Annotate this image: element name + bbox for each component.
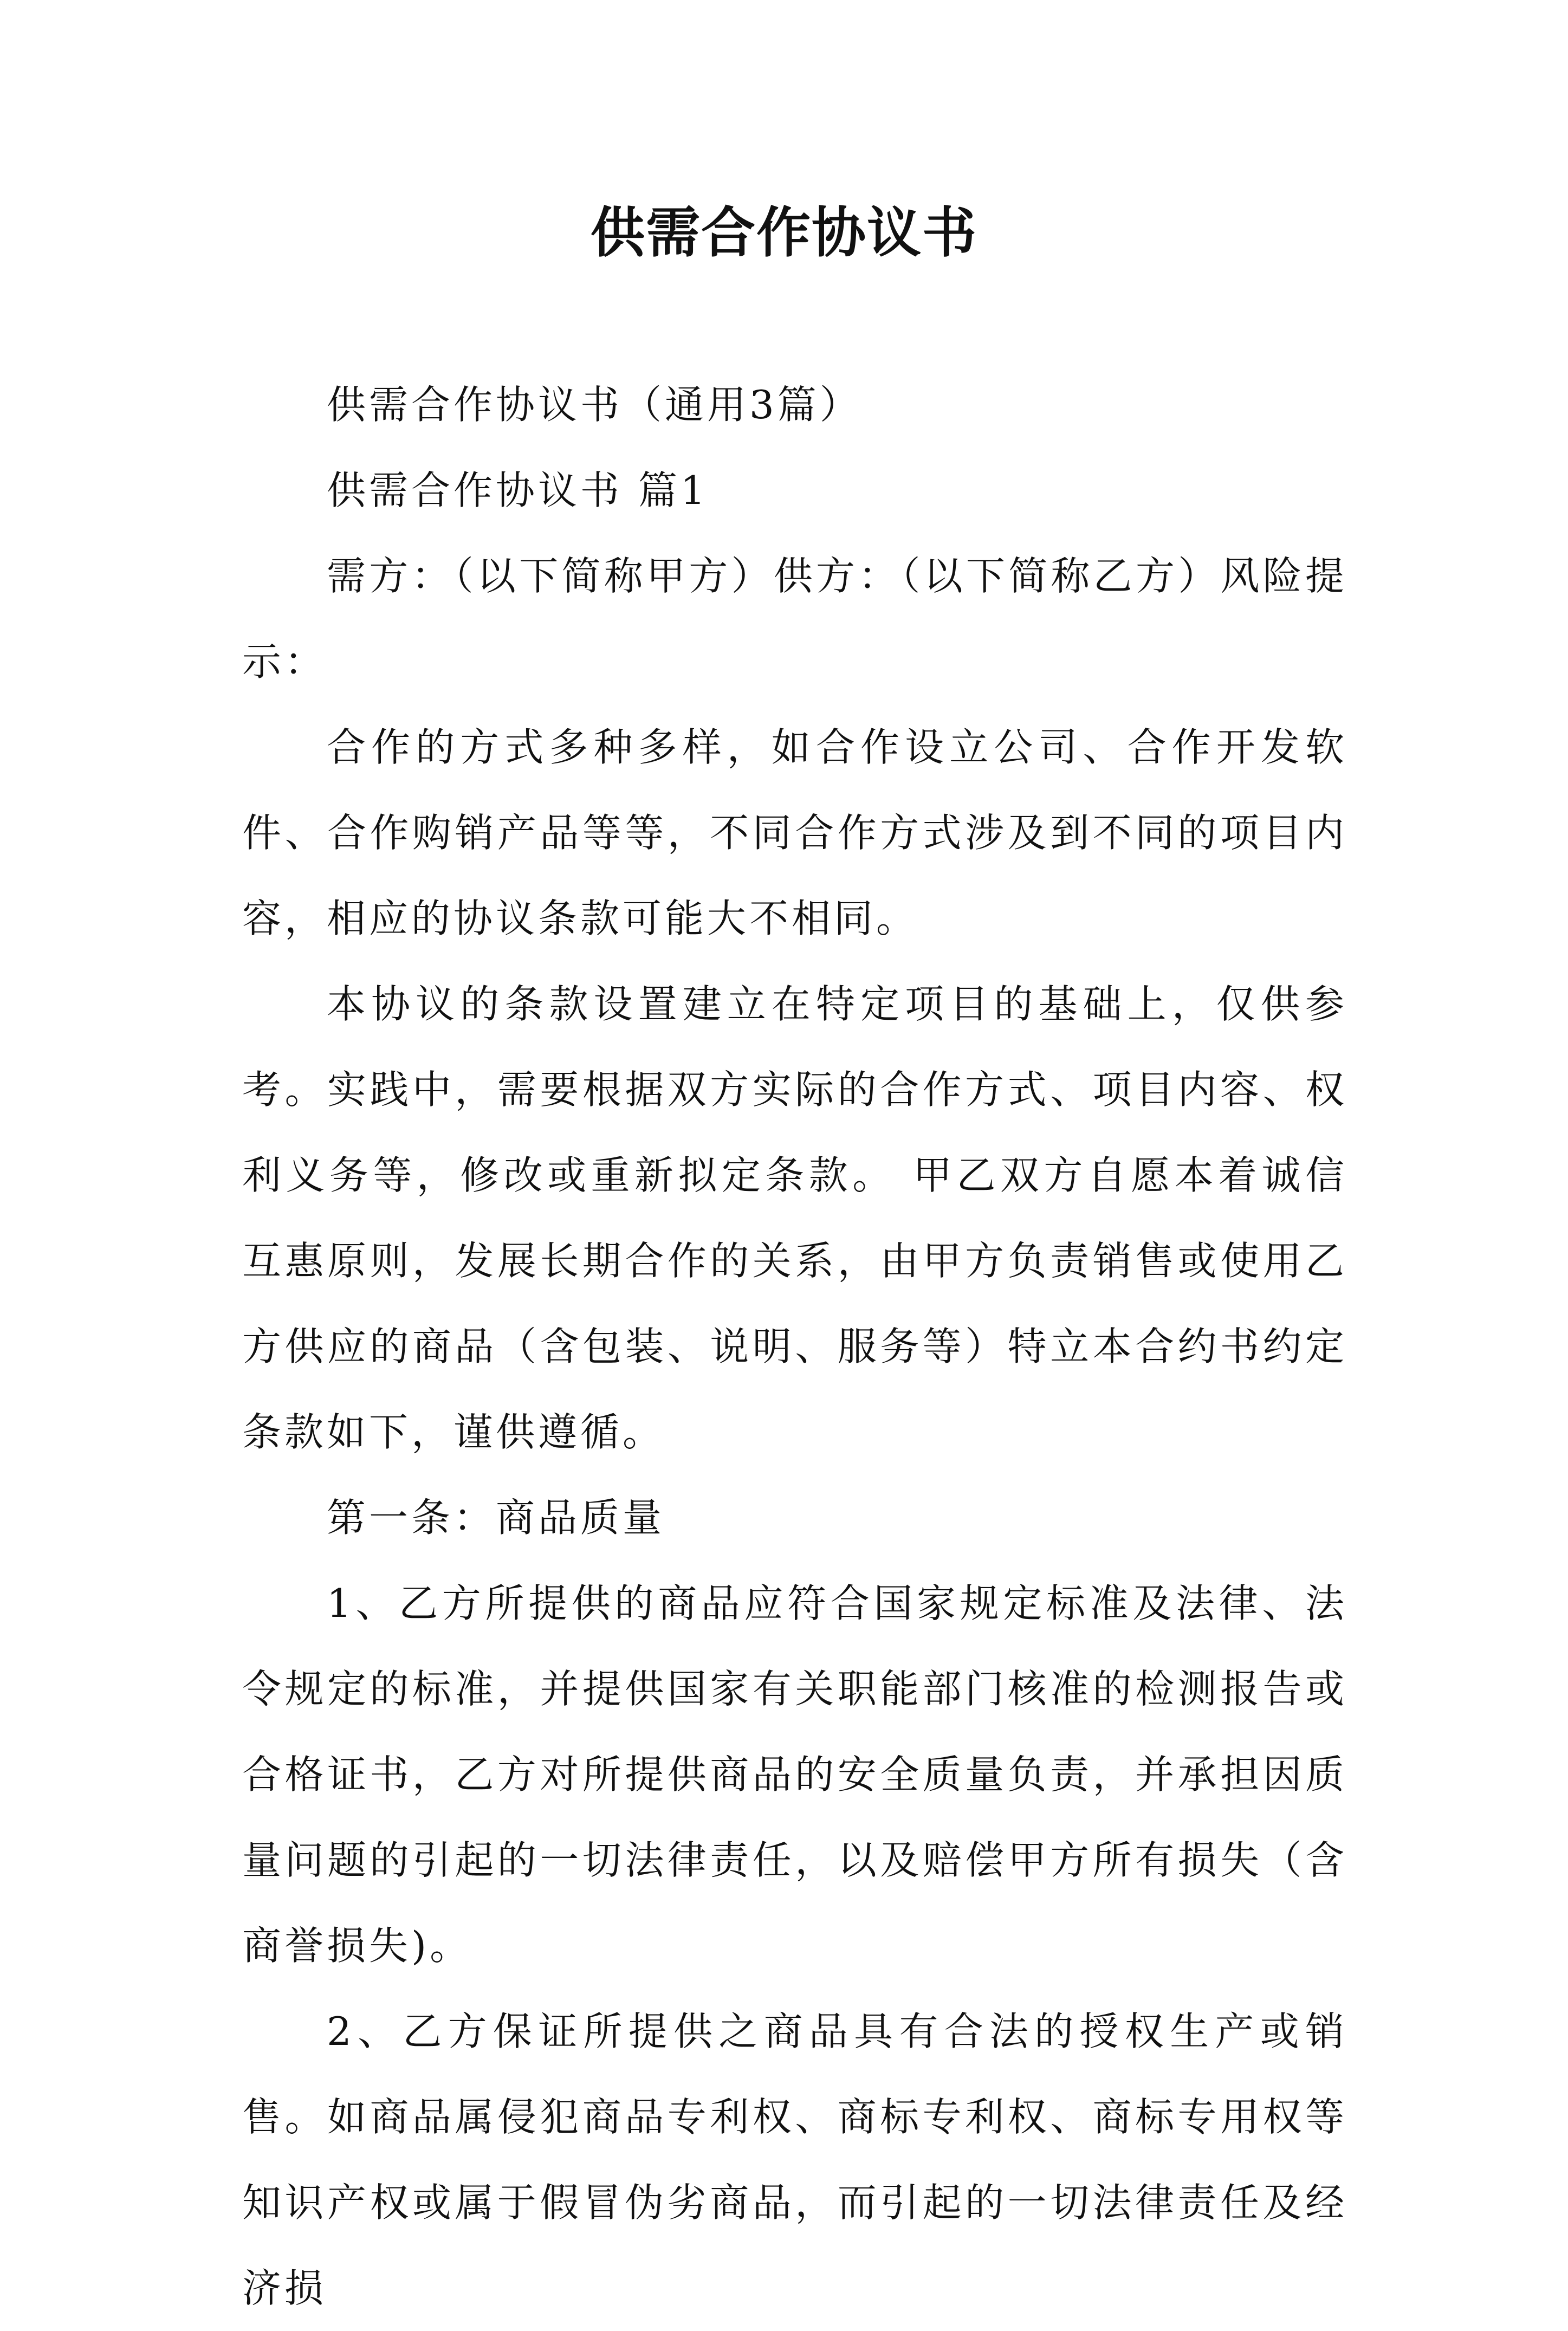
paragraph-parties: 需方：（以下简称甲方）供方：（以下简称乙方）风险提示： [242,553,1347,684]
paragraph-subtitle: 供需合作协议书（通用3篇） [327,382,862,428]
paragraph-reference-note: 本协议的条款设置建立在特定项目的基础上，仅供参考。实践中，需要根据双方实际的合作方式、项目内容、权利义务等，修改或重新拟定条款。 甲乙双方自愿本着诚信互惠原则，发展长期合作的关系，由甲方负责销售或使用乙方供应的商品（含包装、说明、服务等）特立本合约书约定条款如下，谨供遵循。 [242,981,1347,1455]
paragraph-article-heading: 第一条：商品质量 [327,1495,665,1540]
paragraph-clause-1: 1、乙方所提供的商品应符合国家规定标准及法律、法令规定的标准，并提供国家有关职能部门核准的检测报告或合格证书，乙方对所提供商品的安全质量负责，并承担因质量问题的引起的一切法律责任，以及赔偿甲方所有损失（含商誉损失)。 [242,1581,1347,1969]
document-title: 供需合作协议书 [591,201,977,264]
paragraph-section-heading: 供需合作协议书 篇1 [327,468,709,513]
document-body [242,362,1347,2331]
paragraph-risk-note: 合作的方式多种多样，如合作设立公司、合作开发软件、合作购销产品等等，不同合作方式涉及到不同的项目内容，相应的协议条款可能大不相同。 [242,724,1347,941]
paragraph-clause-2: 2、乙方保证所提供之商品具有合法的授权生产或销售。如商品属侵犯商品专利权、商标专利权、商标专用权等知识产权或属于假冒伪劣商品，而引起的一切法律责任及经济损 [242,2009,1347,2311]
